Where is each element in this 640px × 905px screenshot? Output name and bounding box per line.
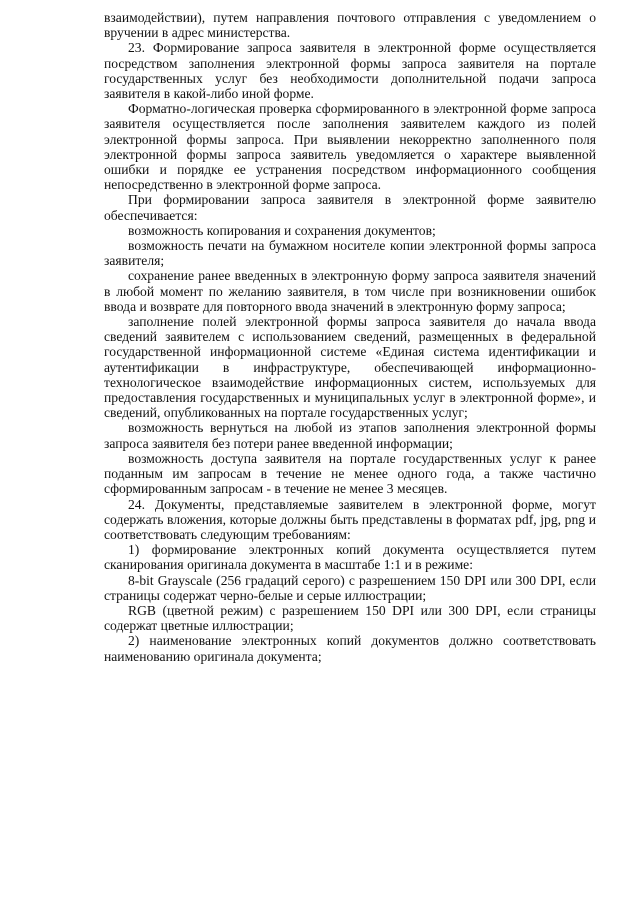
list-item-return-step: возможность вернуться на любой из этапов заполнения электронной формы запроса заявителя без потери ранее введенной информации; [104, 420, 596, 451]
list-item-autofill: заполнение полей электронной формы запроса заявителя до начала ввода сведений заявителем с использованием сведений, размещенных в федеральной государственной информационной системе «Единая система идентификации и аутентификации в инфраструктуре, обеспечивающей информационно-технологическое взаимодействие информационных систем, используемых для предоставления государственных и муниципальных услуг в электронной форме», и сведений, опубликованных на портале государственных услуг; [104, 314, 596, 421]
paragraph-provides-intro: При формировании запроса заявителя в электронной форме заявителю обеспечивается: [104, 192, 596, 223]
paragraph-continuation: взаимодействии), путем направления почтового отправления с уведомлением о вручении в адрес министерства. [104, 10, 596, 41]
paragraph-item-24: 24. Документы, представляемые заявителем в электронной форме, могут содержать вложения, которые должны быть представлены в форматах pdf, jpg, png и соответствовать следующим требованиям: [104, 496, 596, 542]
list-item-print: возможность печати на бумажном носителе копии электронной формы запроса заявителя; [104, 238, 596, 269]
list-item-copy-save: возможность копирования и сохранения документов; [128, 222, 436, 238]
list-item-rgb: RGB (цветной режим) с разрешением 150 DPI или 300 DPI, если страницы содержат цветные иллюстрации; [104, 602, 596, 634]
list-item-save-values: сохранение ранее введенных в электронную форму запроса заявителя значений в любой момент по желанию заявителя, в том числе при возникновении ошибок ввода и возврате для повторного ввода значений в электронную форму запроса; [104, 268, 596, 314]
list-item-scan-requirement: 1) формирование электронных копий документа осуществляется путем сканирования оригинала документа в масштабе 1:1 и в режиме: [104, 542, 596, 573]
list-item-grayscale: 8-bit Grayscale (256 градаций серого) с разрешением 150 DPI или 300 DPI, если страницы содержат черно-белые и серые иллюстрации; [104, 572, 596, 603]
list-item-naming: 2) наименование электронных копий документов должно соответствовать наименованию оригинала документа; [104, 633, 596, 664]
paragraph-format-check: Форматно-логическая проверка сформированного в электронной форме запроса заявителя осуществляется после заполнения заявителем каждого из полей электронной формы запроса. При выявлении некорректно заполненного поля электронной формы запроса заявитель уведомляется о характере выявленной ошибки и порядке ее устранения посредством информационного сообщения непосредственно в электронной форме запроса. [104, 101, 596, 193]
document-body [104, 10, 596, 664]
paragraph-item-23: 23. Формирование запроса заявителя в электронной форме осуществляется посредством заполнения электронной формы запроса заявителя на портале государственных услуг без необходимости дополнительной подачи запроса заявителя в какой-либо иной форме. [104, 40, 596, 102]
list-item-access-requests: возможность доступа заявителя на портале государственных услуг к ранее поданным им запросам в течение не менее одного года, а также частично сформированным запросам - в течение не менее 3 месяцев. [104, 450, 596, 497]
